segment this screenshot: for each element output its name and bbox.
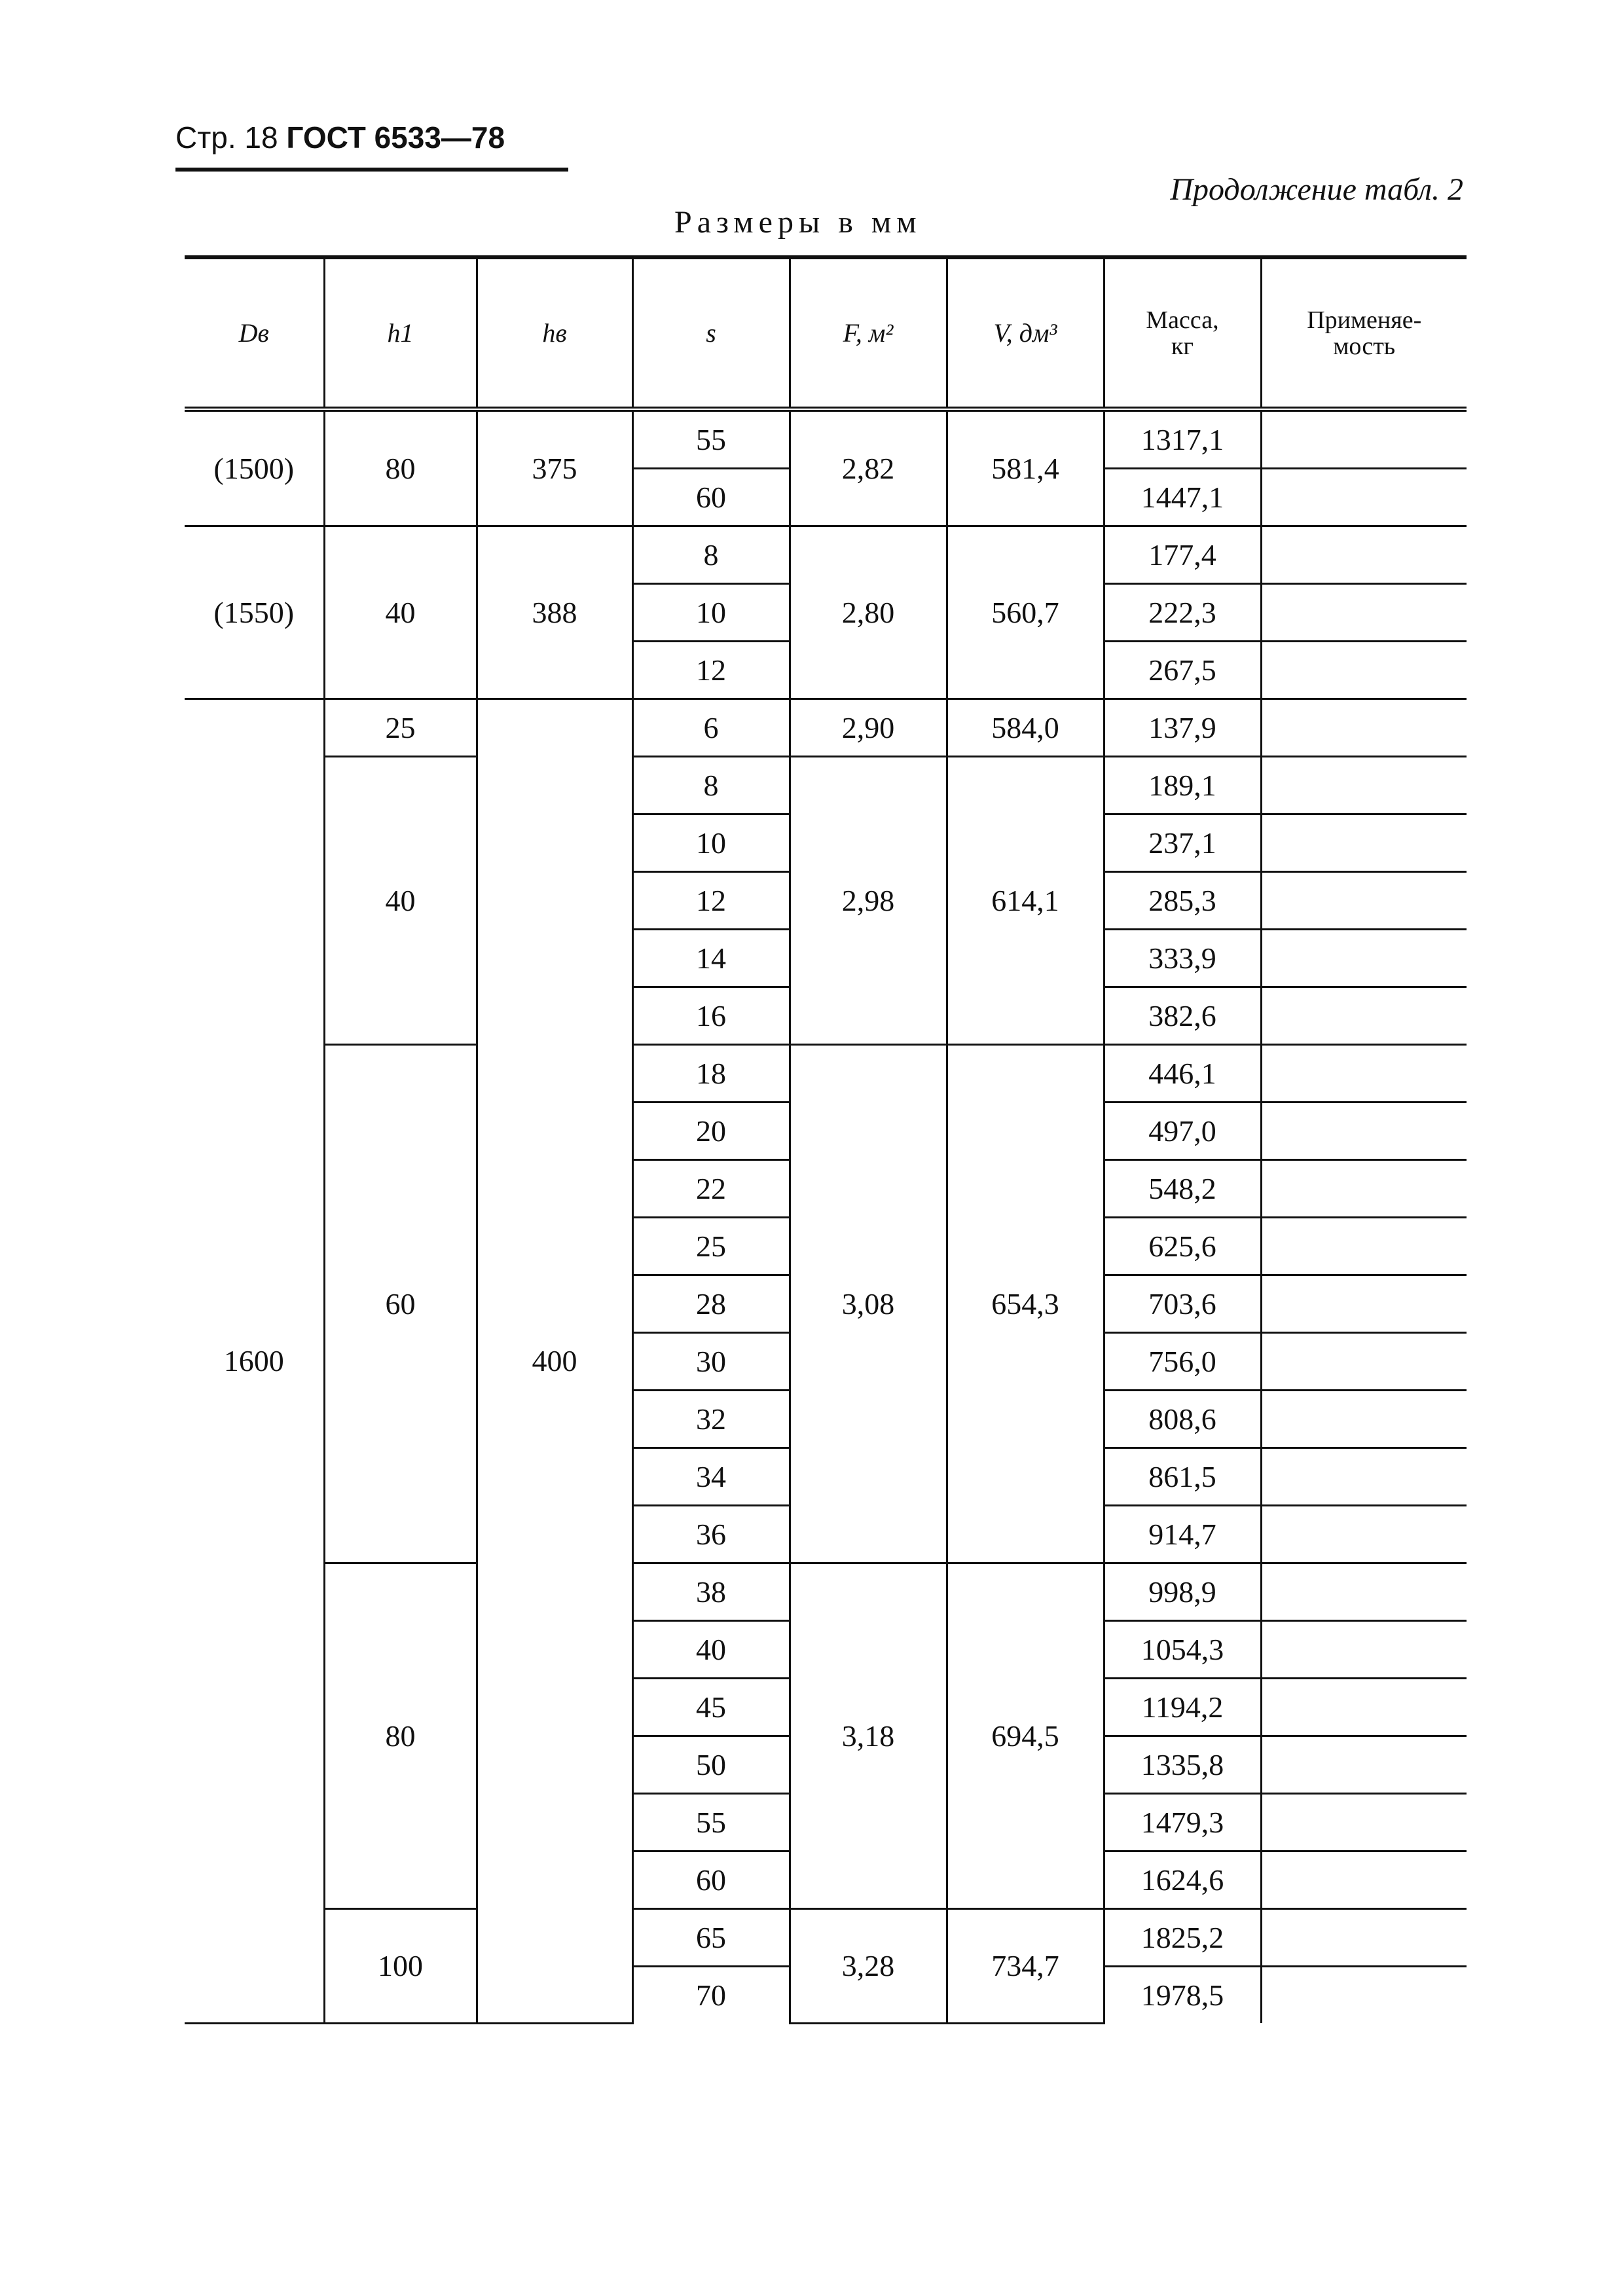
cell-mass: 998,9 [1104, 1563, 1261, 1621]
cell-mass: 548,2 [1104, 1160, 1261, 1218]
cell-s: 22 [632, 1160, 790, 1218]
col-header-area: F, м² [790, 257, 947, 409]
table-row [185, 1563, 1467, 1621]
cell-s: 60 [632, 1851, 790, 1909]
col-header-s: s [632, 257, 790, 409]
cell-mass: 446,1 [1104, 1045, 1261, 1102]
cell-applicability [1261, 1794, 1467, 1851]
cell-d: (1550) [185, 526, 324, 699]
cell-volume: 614,1 [947, 757, 1104, 1045]
table-row [185, 699, 1467, 757]
cell-s: 40 [632, 1621, 790, 1679]
cell-mass: 267,5 [1104, 642, 1261, 699]
cell-volume: 581,4 [947, 409, 1104, 526]
cell-s: 30 [632, 1333, 790, 1391]
cell-mass: 625,6 [1104, 1218, 1261, 1275]
table-row [185, 526, 1467, 584]
cell-applicability [1261, 526, 1467, 584]
cell-mass: 177,4 [1104, 526, 1261, 584]
cell-applicability [1261, 1275, 1467, 1333]
cell-mass: 497,0 [1104, 1102, 1261, 1160]
cell-applicability [1261, 1448, 1467, 1506]
table-header-row [185, 257, 1467, 409]
cell-applicability [1261, 1102, 1467, 1160]
cell-applicability [1261, 584, 1467, 642]
col-header-h1: h1 [324, 257, 477, 409]
cell-mass: 222,3 [1104, 584, 1261, 642]
table-row [185, 1045, 1467, 1102]
cell-applicability [1261, 469, 1467, 526]
cell-mass: 1194,2 [1104, 1679, 1261, 1736]
cell-s: 34 [632, 1448, 790, 1506]
table-row [185, 409, 1467, 469]
cell-mass: 1447,1 [1104, 469, 1261, 526]
cell-s: 70 [632, 1967, 790, 2024]
cell-applicability [1261, 930, 1467, 987]
cell-mass: 1978,5 [1104, 1967, 1261, 2024]
cell-mass: 1317,1 [1104, 409, 1261, 469]
cell-applicability [1261, 1160, 1467, 1218]
cell-mass: 382,6 [1104, 987, 1261, 1045]
cell-s: 10 [632, 584, 790, 642]
cell-mass: 1825,2 [1104, 1909, 1261, 1967]
cell-mass: 914,7 [1104, 1506, 1261, 1563]
cell-s: 14 [632, 930, 790, 987]
cell-volume: 584,0 [947, 699, 1104, 757]
cell-mass: 861,5 [1104, 1448, 1261, 1506]
cell-applicability [1261, 1967, 1467, 2024]
cell-applicability [1261, 642, 1467, 699]
table-row [185, 1909, 1467, 1967]
cell-d: 1600 [185, 699, 324, 2024]
cell-area: 2,90 [790, 699, 947, 757]
cell-s: 10 [632, 814, 790, 872]
cell-h1: 100 [324, 1909, 477, 2024]
cell-mass: 1054,3 [1104, 1621, 1261, 1679]
cell-mass: 1479,3 [1104, 1794, 1261, 1851]
cell-applicability [1261, 1909, 1467, 1967]
table-body [185, 409, 1467, 2023]
cell-mass: 756,0 [1104, 1333, 1261, 1391]
cell-h1: 80 [324, 1563, 477, 1909]
cell-s: 38 [632, 1563, 790, 1621]
cell-h1: 25 [324, 699, 477, 757]
cell-s: 12 [632, 642, 790, 699]
standard-number: ГОСТ 6533—78 [286, 120, 505, 155]
cell-s: 36 [632, 1506, 790, 1563]
cell-s: 60 [632, 469, 790, 526]
cell-applicability [1261, 814, 1467, 872]
cell-applicability [1261, 987, 1467, 1045]
cell-hv: 400 [477, 699, 632, 2024]
cell-area: 2,80 [790, 526, 947, 699]
cell-s: 25 [632, 1218, 790, 1275]
cell-applicability [1261, 409, 1467, 469]
cell-mass: 808,6 [1104, 1391, 1261, 1448]
cell-volume: 734,7 [947, 1909, 1104, 2024]
cell-h1: 40 [324, 526, 477, 699]
cell-s: 18 [632, 1045, 790, 1102]
cell-applicability [1261, 1851, 1467, 1909]
cell-h1: 40 [324, 757, 477, 1045]
cell-applicability [1261, 1679, 1467, 1736]
cell-mass: 285,3 [1104, 872, 1261, 930]
dimensions-table [185, 255, 1467, 2024]
cell-s: 12 [632, 872, 790, 930]
cell-d: (1500) [185, 409, 324, 526]
cell-area: 2,98 [790, 757, 947, 1045]
cell-applicability [1261, 872, 1467, 930]
cell-s: 45 [632, 1679, 790, 1736]
cell-s: 28 [632, 1275, 790, 1333]
units-caption: Размеры в мм [674, 205, 922, 240]
cell-applicability [1261, 1391, 1467, 1448]
cell-s: 8 [632, 757, 790, 814]
col-header-volume: V, дм³ [947, 257, 1104, 409]
cell-mass: 1624,6 [1104, 1851, 1261, 1909]
cell-s: 65 [632, 1909, 790, 1967]
cell-hv: 375 [477, 409, 632, 526]
cell-volume: 694,5 [947, 1563, 1104, 1909]
cell-applicability [1261, 1621, 1467, 1679]
col-header-hv: hв [477, 257, 632, 409]
col-header-mass: Масса, кг [1104, 257, 1261, 409]
cell-s: 50 [632, 1736, 790, 1794]
cell-volume: 654,3 [947, 1045, 1104, 1563]
cell-h1: 80 [324, 409, 477, 526]
col-header-d: Dв [185, 257, 324, 409]
cell-hv: 388 [477, 526, 632, 699]
cell-mass: 189,1 [1104, 757, 1261, 814]
page-number: Стр. 18 [175, 120, 278, 155]
cell-mass: 137,9 [1104, 699, 1261, 757]
cell-area: 3,18 [790, 1563, 947, 1909]
header-rule [175, 168, 568, 172]
cell-applicability [1261, 1736, 1467, 1794]
cell-applicability [1261, 1506, 1467, 1563]
cell-applicability [1261, 757, 1467, 814]
cell-s: 55 [632, 1794, 790, 1851]
cell-s: 16 [632, 987, 790, 1045]
cell-mass: 703,6 [1104, 1275, 1261, 1333]
cell-applicability [1261, 1563, 1467, 1621]
cell-s: 55 [632, 409, 790, 469]
cell-s: 32 [632, 1391, 790, 1448]
cell-h1: 60 [324, 1045, 477, 1563]
cell-area: 3,28 [790, 1909, 947, 2024]
table-row [185, 757, 1467, 814]
cell-applicability [1261, 1333, 1467, 1391]
continuation-label: Продолжение табл. 2 [1170, 172, 1463, 207]
cell-s: 20 [632, 1102, 790, 1160]
cell-mass: 1335,8 [1104, 1736, 1261, 1794]
cell-s: 6 [632, 699, 790, 757]
page-header [175, 118, 505, 157]
cell-mass: 237,1 [1104, 814, 1261, 872]
cell-area: 2,82 [790, 409, 947, 526]
cell-applicability [1261, 1218, 1467, 1275]
cell-s: 8 [632, 526, 790, 584]
cell-applicability [1261, 1045, 1467, 1102]
cell-volume: 560,7 [947, 526, 1104, 699]
cell-mass: 333,9 [1104, 930, 1261, 987]
col-header-applicability: Применяе- мость [1261, 257, 1467, 409]
cell-area: 3,08 [790, 1045, 947, 1563]
cell-applicability [1261, 699, 1467, 757]
